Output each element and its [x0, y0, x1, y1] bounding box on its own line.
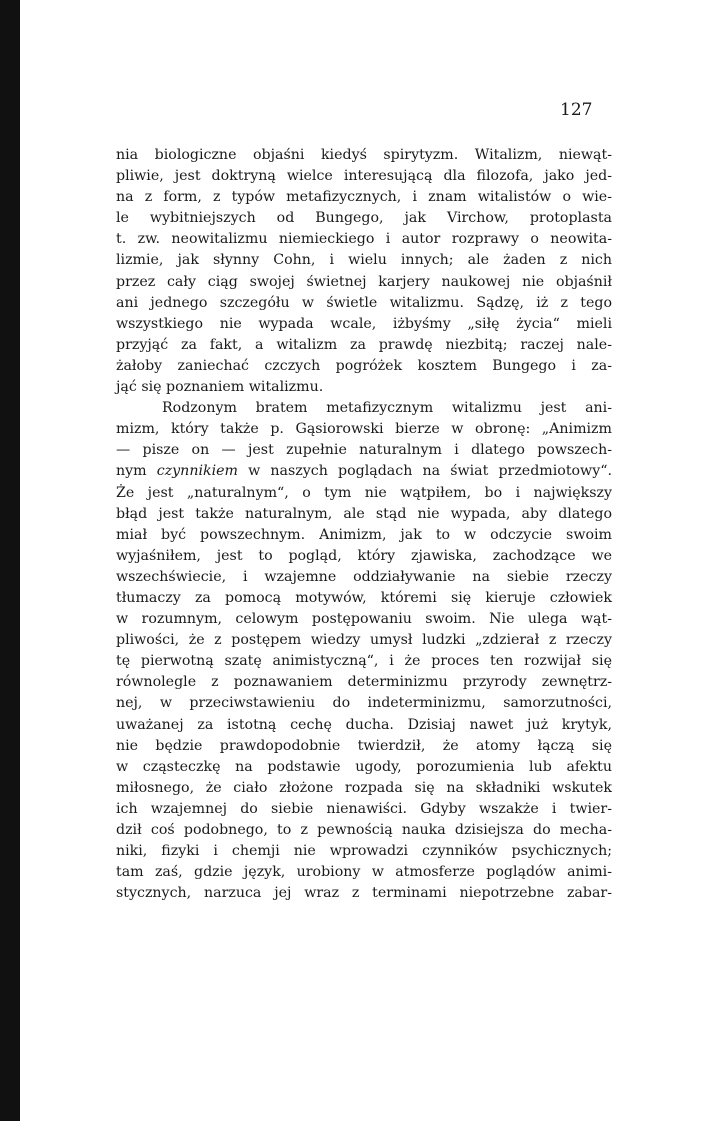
text-line: dził coś podobnego, to z pewnością nauka dzisiejsza do mecha-: [116, 822, 612, 838]
text-line: uważanej za istotną cechę ducha. Dzisiaj nawet już krytyk,: [116, 716, 612, 733]
text-line: pliwości, że z postępem wiedzy umysł ludzki „zdzierał z rzeczy: [116, 632, 612, 649]
text-segment: nym: [116, 463, 157, 480]
text-line: stycznych, narzuca jej wraz z terminami niepotrzebne zabar-: [116, 885, 612, 902]
text-line: le wybitniejszych od Bungego, jak Virchow, protoplasta: [116, 210, 612, 227]
text-line: żałoby zaniechać czczych pogróżek kosztem Bungego i za-: [116, 357, 612, 374]
text-segment: w naszych poglądach na świat przedmiotowy“.: [237, 463, 612, 480]
page-number: 127: [560, 100, 593, 120]
text-line: Rodzonym bratem metafizycznym witalizmu jest ani-: [162, 400, 612, 417]
text-line: równolegle z poznawaniem determinizmu przyrody zewnętrz-: [116, 674, 612, 691]
text-line: przez cały ciąg swojej świetnej karjery naukowej nie objaśnił: [116, 273, 612, 290]
text-line: jąć się poznaniem witalizmu.: [116, 379, 324, 396]
text-line: t. zw. neowitalizmu niemieckiego i autor rozprawy o neowita-: [116, 231, 612, 248]
text-line: na z form, z typów metafizycznych, i znam witalistów o wie-: [116, 189, 612, 206]
text-line-with-emphasis: [116, 461, 612, 482]
text-line: w cząsteczkę na podstawie ugody, porozumienia lub afektu: [116, 758, 612, 775]
text-line: miłosnego, że ciało złożone rozpada się na składniki wskutek: [116, 779, 612, 796]
page-binding-edge: [0, 0, 20, 1121]
text-line: w rozumnym, celowym postępowaniu swoim. Nie ulega wąt-: [116, 611, 612, 628]
text-line: tę pierwotną szatę animistyczną“, i że proces ten rozwijał się: [116, 653, 612, 670]
text-line: nia biologiczne objaśni kiedyś spirytyzm. Witalizm, niewąt-: [116, 147, 612, 163]
text-line: miał być powszechnym. Animizm, jak to w odczycie swoim: [116, 526, 612, 543]
body-text: [116, 145, 612, 904]
text-line: tłumaczy za pomocą motywów, któremi się kieruje człowiek: [116, 589, 612, 606]
text-line: ich wzajemnej do siebie nienawiści. Gdyby wszakże i twier-: [116, 800, 612, 817]
text-line: — pisze on — jest zupełnie naturalnym i dlatego powszech-: [116, 442, 612, 459]
text-line: pliwie, jest doktryną wielce interesującą dla filozofa, jako jed-: [116, 168, 612, 185]
text-line: błąd jest także naturalnym, ale stąd nie wypada, aby dlatego: [116, 505, 612, 522]
text-line: wszechświecie, i wzajemne oddziaływanie na siebie rzeczy: [116, 568, 612, 585]
text-line: nej, w przeciwstawieniu do indeterminizmu, samorzutności,: [116, 695, 612, 712]
text-line: wszystkiego nie wypada wcale, iżbyśmy „siłę życia“ mieli: [116, 315, 612, 332]
emphasized-word: czynnikiem: [156, 463, 238, 480]
text-line: Że jest „naturalnym“, o tym nie wątpiłem, bo i największy: [116, 484, 612, 501]
text-line: tam zaś, gdzie język, urobiony w atmosferze poglądów animi-: [116, 864, 612, 881]
text-line: wyjaśniłem, jest to pogląd, który zjawiska, zachodzące we: [116, 547, 612, 564]
text-line: ani jednego szczegółu w świetle witalizmu. Sądzę, iż z tego: [116, 294, 612, 311]
text-line: lizmie, jak słynny Cohn, i wielu innych; ale żaden z nich: [116, 252, 612, 269]
text-line: mizm, który także p. Gąsiorowski bierze w obronę: „Animizm: [116, 421, 612, 438]
text-line: niki, fizyki i chemji nie wprowadzi czynników psychicznych;: [116, 843, 612, 860]
text-line: nie będzie prawdopodobnie twierdził, że atomy łączą się: [116, 737, 612, 754]
text-line: przyjąć za fakt, a witalizm za prawdę niezbitą; raczej nale-: [116, 336, 612, 353]
